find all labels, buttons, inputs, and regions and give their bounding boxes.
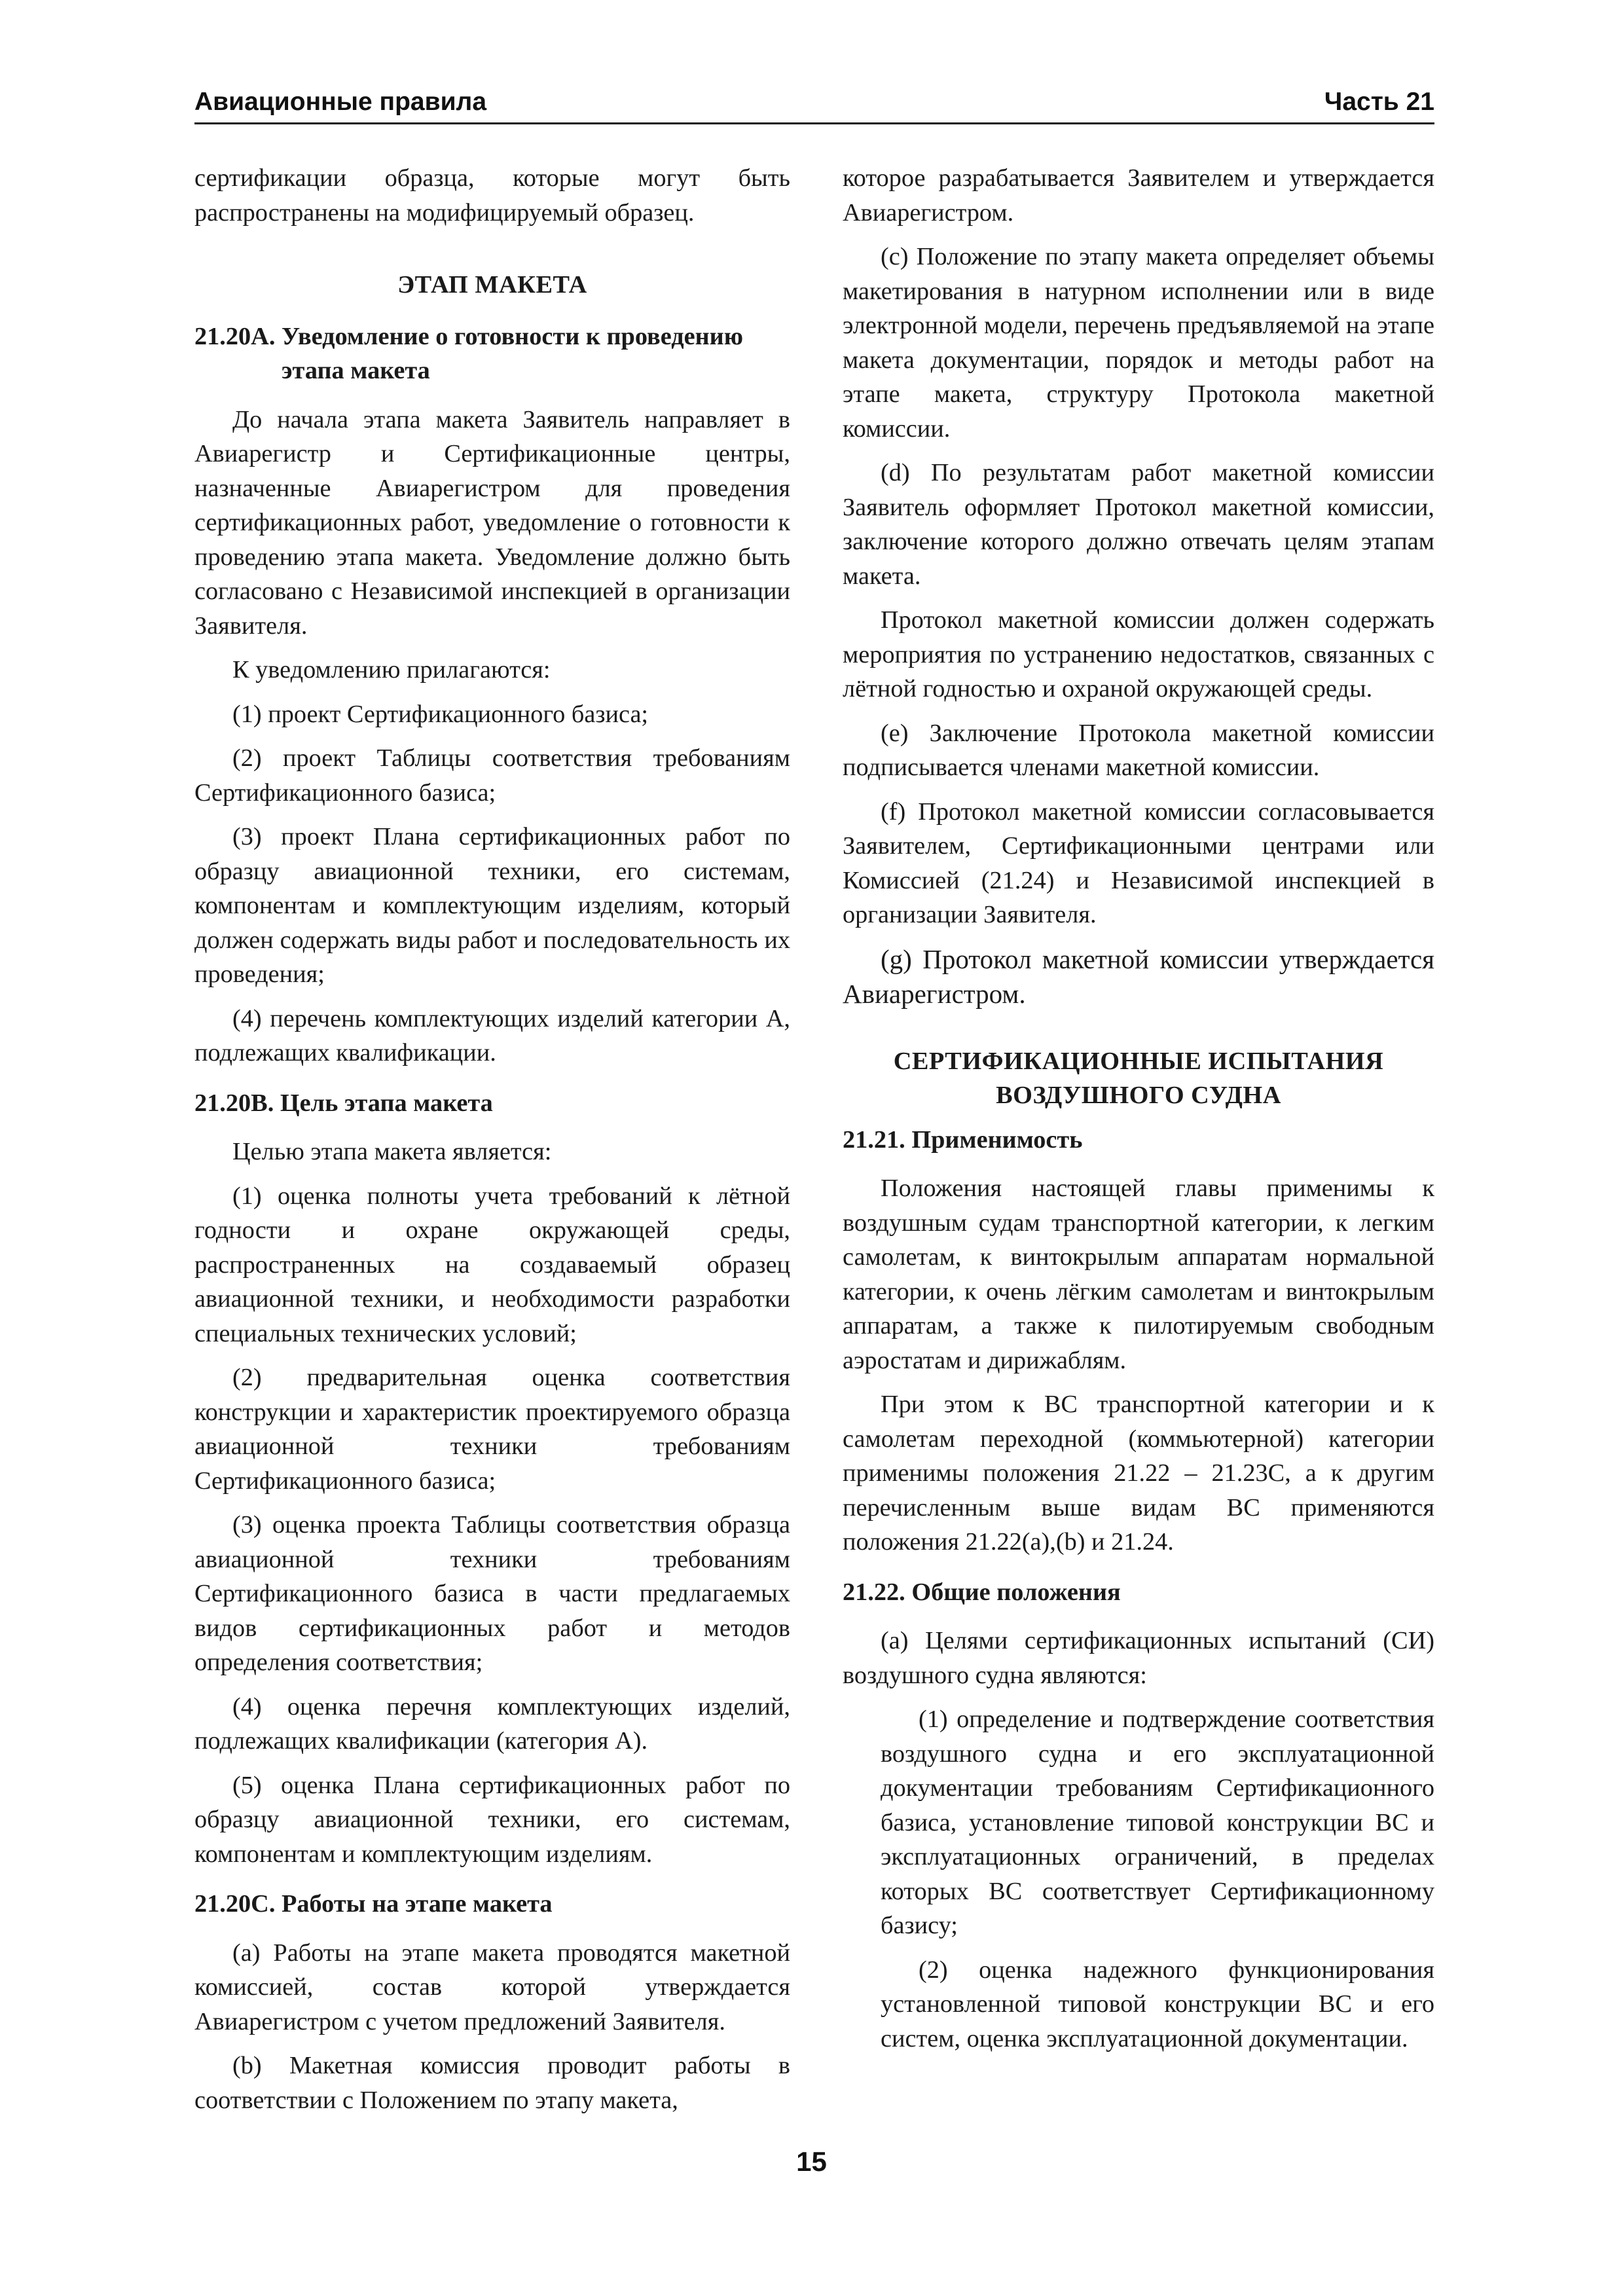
list-item: (4) перечень комплектующих изделий категории А, подлежащих квалификации. bbox=[194, 1004, 790, 1066]
intro-paragraph: сертификации образца, которые могут быть распространены на модифицируемый образец. bbox=[194, 164, 790, 227]
heading-number: 21.21. bbox=[843, 1125, 912, 1154]
paragraph: При этом к ВС транспортной категории и к самолетам переходной (коммьютерной) категории применимы положения 21.22 – 21.23С, а к другим перечисленным выше видам ВС применяются положения 21.22(а),(b) и 21.24. bbox=[843, 1391, 1434, 1556]
list-item: (b) Макетная комиссия проводит работы в соответствии с Положением по этапу макета, bbox=[194, 2052, 790, 2114]
list-item: (е) Заключение Протокола макетной комиссии подписывается членами макетной комиссии. bbox=[843, 719, 1434, 781]
heading-text: Уведомление о готовности к проведению этапа макета bbox=[281, 322, 743, 384]
list-item: (2) проект Таблицы соответствия требованиям Сертификационного базиса; bbox=[194, 744, 790, 807]
section-title-line: ВОЗДУШНОГО СУДНА bbox=[996, 1082, 1281, 1109]
heading-text: Работы на этапе макета bbox=[281, 1890, 553, 1918]
list-item: (d) По результатам работ макетной комиссии Заявитель оформляет Протокол макетной комиссии, заключение которого должно отвечать целям этапам макета. bbox=[843, 459, 1434, 590]
paragraph: Положения настоящей главы применимы к воздушным судам транспортной категории, к легким самолетам, к винтокрылым аппаратам нормальной категории, к очень лёгким самолетам и винтокрылым аппаратам, а также к пилотируемым свободным аэростатам и дирижаблям. bbox=[843, 1175, 1434, 1374]
section-title-mockup-stage: ЭТАП МАКЕТА bbox=[397, 271, 587, 299]
heading-number: 21.20А. bbox=[194, 322, 282, 350]
section-title-line: СЕРТИФИКАЦИОННЫЕ ИСПЫТАНИЯ bbox=[893, 1047, 1384, 1075]
list-item: (3) проект Плана сертификационных работ по образцу авиационной техники, его системам, компонентам и комплектующим изделиям, который должен содержать виды работ и последовательность их проведения; bbox=[194, 823, 790, 988]
paragraph: Протокол макетной комиссии должен содержать мероприятия по устранению недостатков, связанных с лётной годностью и охраной окружающей среды. bbox=[843, 606, 1434, 702]
running-header-part: Часть 21 bbox=[1324, 88, 1434, 116]
list-item: (3) оценка проекта Таблицы соответствия образца авиационной техники требованиям Сертификационного базиса в части предлагаемых видов сертификационных работ и методов определения соответствия; bbox=[194, 1511, 790, 1676]
list-item: (5) оценка Плана сертификационных работ по образцу авиационной техники, его системам, компонентам и комплектующим изделиям. bbox=[194, 1771, 790, 1868]
heading-text: Общие положения bbox=[911, 1578, 1121, 1606]
heading-21-20A bbox=[194, 319, 790, 388]
heading-text: Применимость bbox=[911, 1125, 1083, 1154]
right-column bbox=[843, 161, 1434, 2066]
list-item: (а) Работы на этапе макета проводятся макетной комиссией, состав которой утверждается Авиарегистром с учетом предложений Заявителя. bbox=[194, 1939, 790, 2035]
list-item: (2) предварительная оценка соответствия конструкции и характеристик проектируемого образца авиационной техники требованиям Сертификационного базиса; bbox=[194, 1364, 790, 1495]
heading-number: 21.20В. bbox=[194, 1089, 280, 1117]
heading-21-21 bbox=[843, 1123, 1434, 1157]
heading-21-20C bbox=[194, 1887, 790, 1922]
list-item: (4) оценка перечня комплектующих изделий, подлежащих квалификации (категория А). bbox=[194, 1692, 790, 1755]
page-number: 15 bbox=[796, 2146, 827, 2177]
heading-text: Цель этапа макета bbox=[280, 1089, 493, 1117]
list-item: (1) проект Сертификационного базиса; bbox=[232, 700, 649, 728]
section-title-certification-tests bbox=[843, 1044, 1434, 1113]
header-rule bbox=[194, 122, 1434, 124]
sub-list-item: (1) определение и подтверждение соответствия воздушного судна и его эксплуатационной документации требованиям Сертификационного базиса, установление типовой конструкции ВС и эксплуатационных ограничений, в пределах которых ВС соответствует Сертификационному базису; bbox=[881, 1705, 1434, 1939]
paragraph: К уведомлению прилагаются: bbox=[232, 656, 551, 683]
list-item: (а) Целями сертификационных испытаний (СИ) воздушного судна являются: bbox=[843, 1627, 1434, 1689]
heading-21-22 bbox=[843, 1575, 1434, 1610]
left-column bbox=[194, 161, 790, 2127]
heading-number: 21.20С. bbox=[194, 1890, 282, 1918]
paragraph-continuation: которое разрабатывается Заявителем и утверждается Авиарегистром. bbox=[843, 164, 1434, 227]
paragraph: Целью этапа макета является: bbox=[232, 1138, 552, 1165]
paragraph: До начала этапа макета Заявитель направляет в Авиарегистр и Сертификационные центры, назначенные Авиарегистром для проведения сертификационных работ, уведомление о готовности к проведению этапа макета. Уведомление должно быть согласовано с Независимой инспекцией в организации Заявителя. bbox=[194, 405, 790, 640]
heading-21-20B bbox=[194, 1086, 790, 1121]
list-item: (с) Положение по этапу макета определяет объемы макетирования в натурном исполнении или в виде электронной модели, перечень предъявляемой на этапе макета документации, порядок и методы работ на этапе макета, структуру Протокола макетной комиссии. bbox=[843, 243, 1434, 443]
running-header-title: Авиационные правила bbox=[194, 88, 487, 116]
list-item: (1) оценка полноты учета требований к лётной годности и охране окружающей среды, распространенных на создаваемый образец авиационной техники, и необходимости разработки специальных технических условий; bbox=[194, 1182, 790, 1347]
list-item: (g) Протокол макетной комиссии утверждается Авиарегистром. bbox=[843, 943, 1434, 1009]
list-item: (f) Протокол макетной комиссии согласовывается Заявителем, Сертификационными центрами или Комиссией (21.24) и Независимой инспекцией в организации Заявителя. bbox=[843, 797, 1434, 928]
heading-number: 21.22. bbox=[843, 1578, 912, 1606]
sub-list-item: (2) оценка надежного функционирования установленной типовой конструкции ВС и его систем, оценка эксплуатационной документации. bbox=[881, 1956, 1434, 2052]
